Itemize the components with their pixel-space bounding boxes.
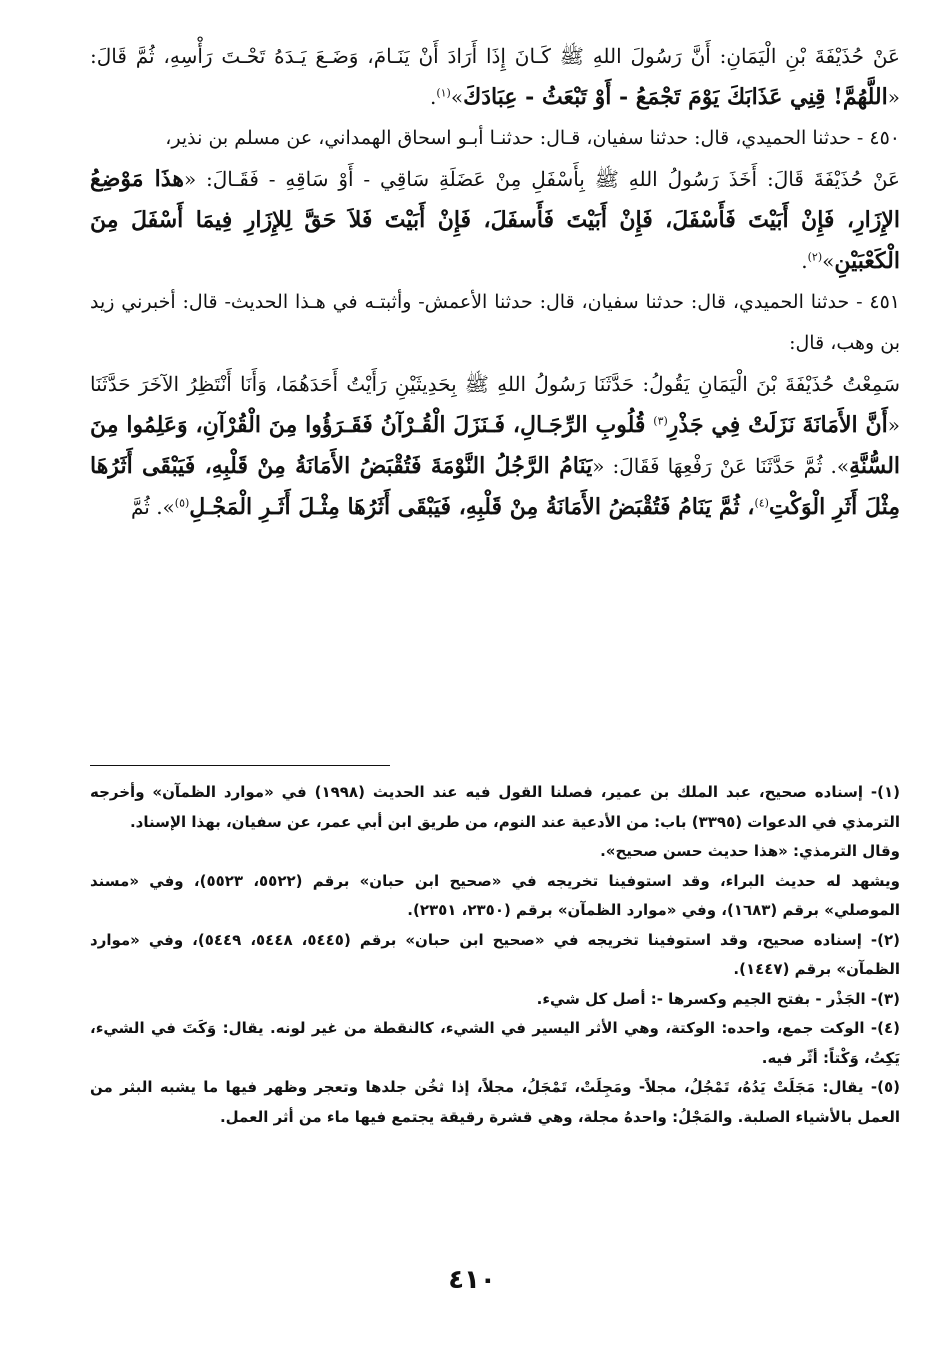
main-text [90, 36, 900, 528]
footnote-ref: (٣) [653, 414, 668, 428]
hadith-text: عَنْ حُذَيْفَةَ بْنِ الْيَمَانِ: أَنَّ رَسُولَ اللهِ ﷺ كَـانَ إِذَا أَرَادَ أَنْ يَنَـامَ، وَضَـعَ يَـدَهُ تَحْـتَ رَأْسِهِ، ثُمَّ قَالَ: « [90, 44, 900, 109]
quote-close: ». ثُمَّ [130, 495, 175, 519]
quote-close: » [822, 249, 835, 273]
footnote-ref: (١) [436, 86, 451, 100]
footnote-4: (٤)- الوكت جمع، واحده: الوكتة، وهي الأثر اليسير في الشيء، كالنقطة من غير لونه. يقال: وَكَتَ في الشيء، يَكِتُ، وَكْتاً: أثّر فيه. [90, 1019, 900, 1067]
footnote-divider [90, 765, 390, 766]
hadith-451 [90, 364, 900, 528]
page-number: ٤١٠ [448, 1265, 496, 1295]
isnad-450: ٤٥٠ - حدثنا الحميدي، قال: حدثنا سفيان، قـال: حدثنـا أبـو اسحاق الهمداني، عن مسلم بن نذير، [165, 127, 900, 149]
footnote-3: (٣)- الجَذْر - بفتح الجيم وكسرها -: أصل كل شيء. [536, 989, 900, 1008]
quote-close: » [450, 85, 464, 109]
period: . [801, 249, 808, 273]
isnad-451: ٤٥١ - حدثنا الحميدي، قال: حدثنا سفيان، قال: حدثنا الأعمش- وأثبتـه في هـذا الحديث- قال: أخبرني زيد بن وهب، قال: [90, 291, 900, 354]
hadith-quote: اللَّهُمَّ! قِنِي عَذَابَكَ يَوْمَ تَجْمَعُ - أَوْ تَبْعَثُ - عِبَادَكَ [463, 84, 888, 110]
footnote-1-note: وقال الترمذي: «هذا حديث حسن صحيح». [600, 842, 900, 860]
quote-close: ». [830, 454, 850, 478]
footnotes [90, 778, 900, 1132]
hadith-quote: ، ثُمَّ يَنَامُ فَتُقْبَضُ الأَمَانَةُ مِنْ قَلْبِهِ، فَيَبْقَى أَثَرُهَا مِثْـلَ أَثَـرِ الْمَجْـلِ [189, 494, 755, 520]
hadith-450 [90, 159, 900, 282]
hadith-text: ثُمَّ حَدَّثَنَا عَنْ رَفْعِهَا فَقَالَ: « [592, 454, 823, 478]
footnote-2: (٢)- إسناده صحيح، وقد استوفينا تخريجه في «صحيح ابن حبان» برقم (٥٤٤٥، ٥٤٤٨، ٥٤٤٩)، وفي «موارد الظمآن» برقم (١٤٤٧). [90, 930, 900, 978]
hadith-text: عَنْ حُذَيْفَةَ قَالَ: أَخَذَ رَسُولُ اللهِ ﷺ بِأَسْفَلِ مِنْ عَضَلَةِ سَاقِي - أَوْ سَاقِهِ - فَقَـالَ: « [183, 167, 900, 191]
hadith-quote: قُلُوبِ الرِّجَـالِ، فَـنَزَلَ الْقُـرْآنُ فَقَـرَؤُوا مِنَ الْقُرْآنِ، وَعَلِمُوا مِنَ السُّنَّةِ [90, 412, 901, 479]
footnote-ref: (٥) [174, 496, 190, 510]
footnote-ref: (٢) [807, 250, 823, 264]
hadith-quote: أَنَّ الأَمَانَةَ نَزَلَتْ فِي جَذْرِ [667, 412, 888, 438]
footnote-1: (١)- إسناده صحيح، عبد الملك بن عمير، فصلنا القول فيه عند الحديث (١٩٩٨) في «موارد الظمآن» وأخرجه الترمذي في الدعوات (٣٣٩٥) باب: من الأدعية عند النوم، من طريق ابن أبي عمر، عن سفيان، بهذا الإسناد. [90, 783, 900, 831]
period: . [429, 85, 437, 109]
hadith-paragraph [90, 36, 900, 118]
hadith-quote: يَنَامُ الرَّجُلُ النَّوْمَةَ فَتُقْبَضُ الأَمَانَةُ مِنْ قَلْبِهِ، فَيَبْقَى أَثَرُهَا مِثْلَ أَثَرِ الْوَكْتِ [90, 453, 900, 520]
footnote-1-witness: ويشهد له حديث البراء، وقد استوفينا تخريجه في «صحيح ابن حبان» برقم (٥٥٢٢، ٥٥٢٣)، وفي «مسند الموصلي» برقم (١٦٨٣)، وفي «موارد الظمآن» برقم (٢٣٥٠، ٢٣٥١). [90, 871, 900, 919]
footnote-ref: (٤) [754, 496, 769, 510]
hadith-quote: هذَا مَوْضِعُ الإِزَارِ، فَإِنْ أَبَيْتَ فَأَسْفَلَ، فَإِنْ أَبَيْتَ فَأَسفَلَ، فَإِنْ أَبَيْتَ فَلاَ حَقَّ لِلإِزَارِ فِيمَا أَسْفَلَ مِنَ الْكَعْبَيْنِ [90, 166, 900, 274]
hadith-text: سَمِعْتُ حُذَيْفَةَ بْنَ الْيَمَانِ يَقُولُ: حَدَّثَنَا رَسُولُ اللهِ ﷺ بِحَدِيثَيْنِ رَأَيْتُ أَحَدَهُمَا، وَأَنَا أَنْتَظِرُ الآخَرَ حَدَّثَنَا « [90, 372, 900, 437]
footnote-5: (٥)- يقال: مَجَلَتْ يَدُهُ، تَمْجُلُ، مجلاً- ومَجِلَتْ، تَمْجَلُ، مجلاً، إذا ثخُن جلدها وتعجر وظهر فيها ما يشبه البثر من العمل بالأشياء الصلبة. والمَجْلُ: واحدهُ مجلة، وهي قشرة رقيقة يجتمع فيها ماء من أثر العمل. [90, 1078, 900, 1126]
